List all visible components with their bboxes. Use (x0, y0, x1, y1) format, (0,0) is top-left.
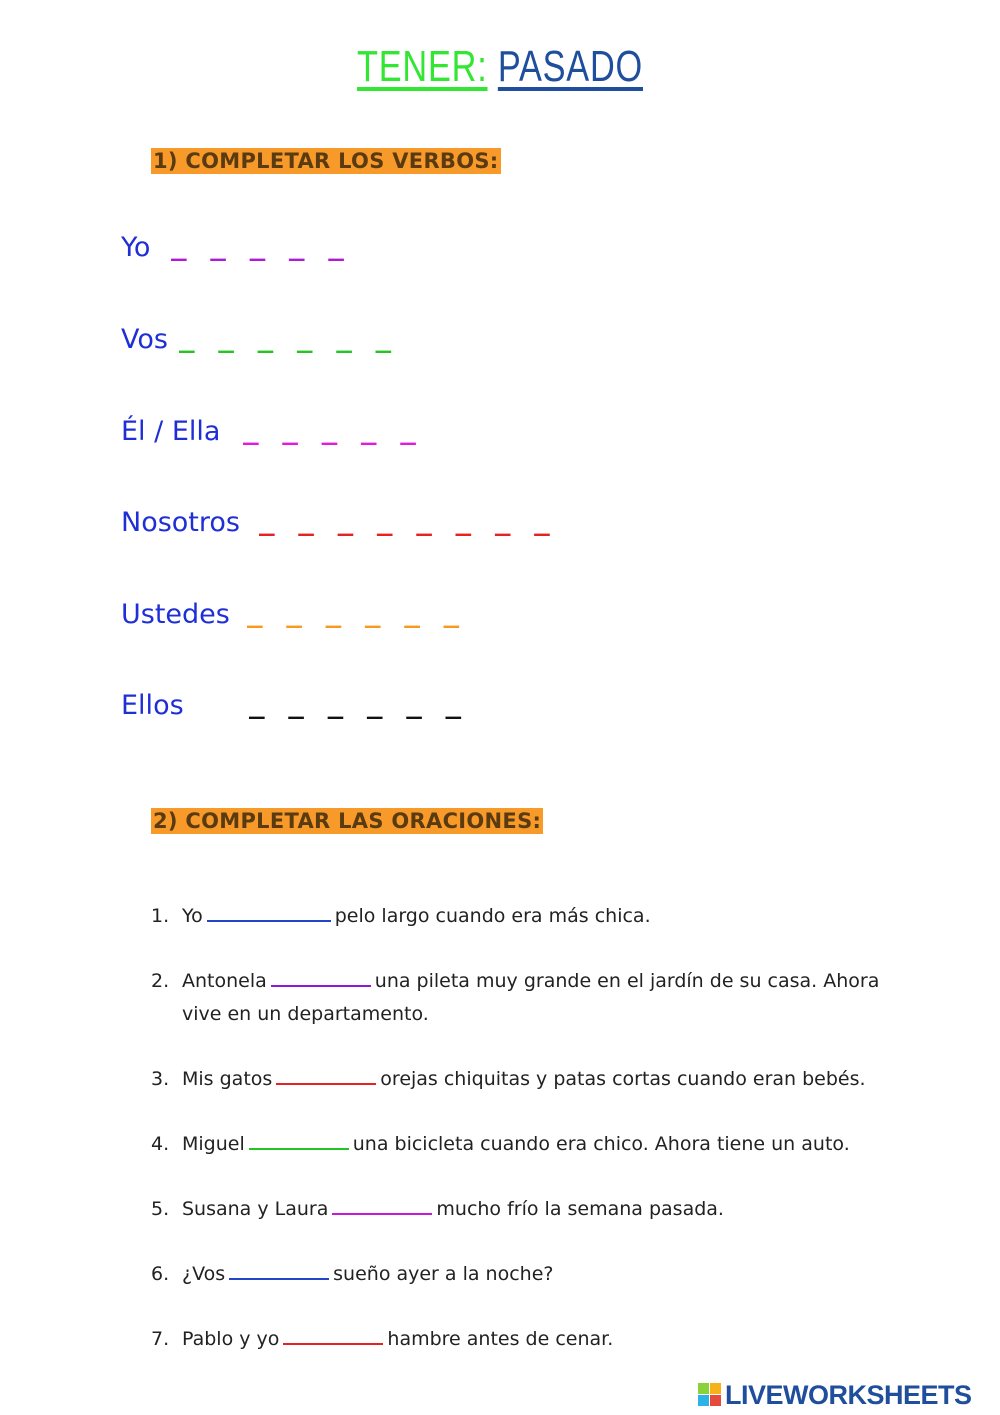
liveworksheets-logo-icon (698, 1383, 722, 1407)
sentence-number: 7. (151, 1328, 170, 1350)
verb-blank-input[interactable]: _ _ _ _ _ _ (247, 599, 464, 629)
pronoun-label: Yo (121, 232, 151, 263)
pronoun-label: Vos (121, 324, 168, 355)
answer-blank[interactable] (332, 1197, 432, 1215)
answer-blank[interactable] (249, 1132, 349, 1150)
sentence-start: Susana y Laura (182, 1198, 329, 1220)
sentence-number: 4. (151, 1133, 170, 1155)
sentence-end: una pileta muy grande en el jardín de su casa. Ahora vive en un departamento. (182, 970, 880, 1025)
sentence-end: pelo largo cuando era más chica. (334, 905, 651, 927)
sentence-end: sueño ayer a la noche? (333, 1263, 554, 1285)
sentence-item (151, 1258, 881, 1291)
answer-blank[interactable] (271, 969, 371, 987)
pronoun-label: Ellos (121, 690, 184, 721)
sentence-number: 2. (151, 970, 170, 992)
sentence-start: Antonela (182, 970, 267, 992)
page-title (110, 42, 890, 92)
verb-blank-input[interactable]: _ _ _ _ _ (171, 232, 348, 262)
sentence-item (151, 1063, 881, 1096)
sentence-item (151, 965, 881, 1031)
pronoun-label: Nosotros (121, 507, 240, 538)
answer-blank[interactable] (283, 1327, 383, 1345)
sentence-start: Pablo y yo (182, 1328, 280, 1350)
sentence-number: 6. (151, 1263, 170, 1285)
sentence-start: Miguel (182, 1133, 245, 1155)
sentence-end: mucho frío la semana pasada. (436, 1198, 724, 1220)
logo-text: LIVEWORKSHEETS (725, 1379, 972, 1410)
answer-blank[interactable] (229, 1262, 329, 1280)
answer-blank[interactable] (207, 904, 331, 922)
pronoun-label: Él / Ella (121, 416, 221, 447)
verb-blank-input[interactable]: _ _ _ _ _ (243, 416, 420, 446)
section1-heading: 1) COMPLETAR LOS VERBOS: (153, 149, 499, 173)
sentence-item (151, 1193, 881, 1226)
sentence-end: orejas chiquitas y patas cortas cuando eran bebés. (380, 1068, 866, 1090)
sentence-start: Yo (182, 905, 203, 927)
sentence-end: una bicicleta cuando era chico. Ahora tiene un auto. (352, 1133, 850, 1155)
sentence-number: 5. (151, 1198, 170, 1220)
sentence-end: hambre antes de cenar. (387, 1328, 614, 1350)
sentence-item (151, 1128, 881, 1161)
verb-blank-input[interactable]: _ _ _ _ _ _ (179, 324, 396, 354)
sentence-number: 1. (151, 905, 170, 927)
pronoun-label: Ustedes (121, 599, 230, 630)
sentence-item (151, 1323, 881, 1356)
sentence-start: Mis gatos (182, 1068, 273, 1090)
sentence-number: 3. (151, 1068, 170, 1090)
answer-blank[interactable] (276, 1067, 376, 1085)
sentence-list (151, 900, 881, 1356)
sentence-item (151, 900, 881, 933)
verb-blank-input[interactable]: _ _ _ _ _ _ _ _ (259, 507, 554, 537)
verb-blank-input[interactable]: _ _ _ _ _ _ (249, 690, 466, 720)
liveworksheets-logo (698, 1375, 972, 1415)
title-tense: PASADO (497, 42, 644, 91)
title-verb: TENER: (356, 42, 488, 91)
sentence-start: ¿Vos (182, 1263, 226, 1285)
section2-heading: 2) COMPLETAR LAS ORACIONES: (153, 809, 542, 833)
